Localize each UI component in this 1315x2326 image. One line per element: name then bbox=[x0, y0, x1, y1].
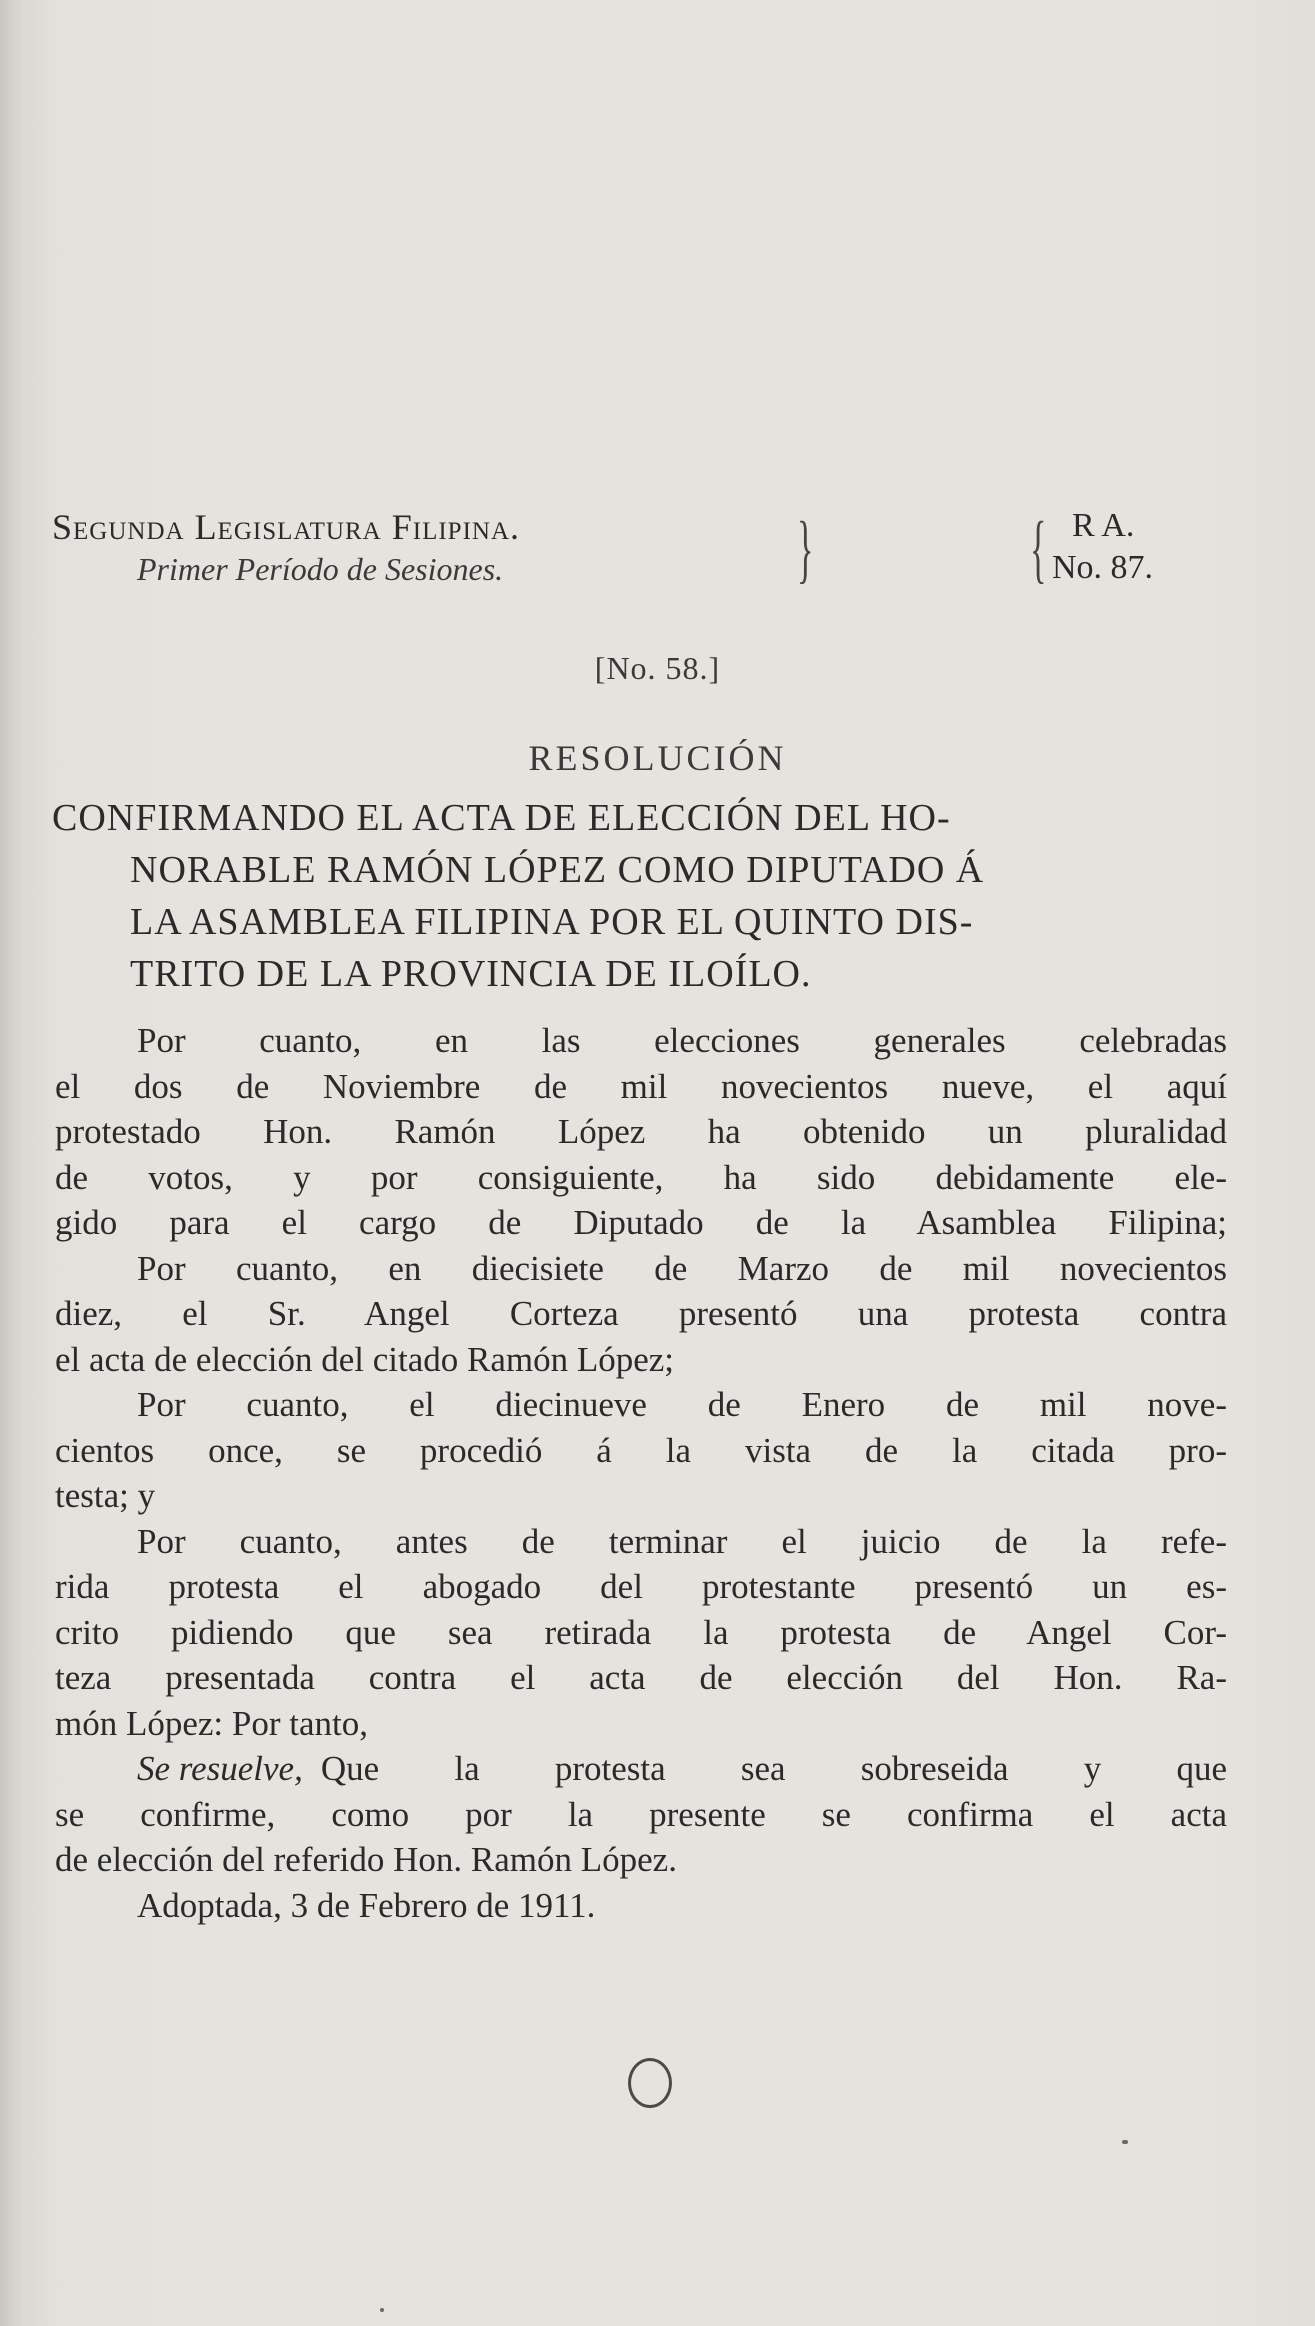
resolution-number: [No. 58.] bbox=[594, 650, 721, 686]
body-line: rida protesta el abogado del protestante presentó un es- bbox=[55, 1567, 1227, 1606]
paragraph-2 bbox=[55, 1246, 1227, 1383]
paragraph-1 bbox=[55, 1018, 1227, 1246]
body-line: el acta de elección del citado Ramón López; bbox=[55, 1339, 675, 1379]
body-line: teza presentada contra el acta de elección del Hon. Ra- bbox=[55, 1658, 1227, 1697]
session-period: Primer Período de Sesiones. bbox=[137, 551, 504, 587]
body-line: diez, el Sr. Angel Corteza presentó una protesta contra bbox=[55, 1294, 1227, 1333]
paragraph-5 bbox=[55, 1746, 1227, 1883]
body-line: cientos once, se procedió á la vista de la citada pro- bbox=[55, 1430, 1227, 1470]
body-line: se confirme, como por la presente se confirma el acta bbox=[55, 1794, 1227, 1834]
adopted-line: Adoptada, 3 de Febrero de 1911. bbox=[137, 1885, 596, 1925]
body-line: de votos, y por consiguiente, ha sido debidamente ele- bbox=[55, 1157, 1227, 1197]
paragraph-3 bbox=[55, 1382, 1227, 1519]
body-line: crito pidiendo que sea retirada la protesta de Angel Cor- bbox=[55, 1612, 1227, 1652]
legislature-name: Segunda Legislatura Filipina. bbox=[52, 507, 520, 547]
body-line: el dos de Noviembre de mil novecientos nueve, el aquí bbox=[55, 1066, 1227, 1106]
ink-speck bbox=[380, 2308, 384, 2312]
ra-number: No. 87. bbox=[1052, 549, 1154, 586]
brace-divider-right: { bbox=[1030, 507, 1047, 591]
body-line: protestado Hon. Ramón López ha obtenido un pluralidad bbox=[55, 1112, 1227, 1151]
ink-speck bbox=[1122, 2140, 1128, 2144]
subtitle-line: CONFIRMANDO EL ACTA DE ELECCIÓN DEL HO- bbox=[52, 797, 951, 839]
body-line: Por cuanto, el diecinueve de Enero de mil nove- bbox=[137, 1385, 1227, 1424]
resolution-title: RESOLUCIÓN bbox=[528, 738, 787, 778]
header-left bbox=[52, 505, 792, 589]
paragraph-4 bbox=[55, 1519, 1227, 1747]
subtitle-line: TRITO DE LA PROVINCIA DE ILOÍLO. bbox=[130, 953, 812, 995]
body-line: Por cuanto, en diecisiete de Marzo de mil novecientos bbox=[137, 1248, 1227, 1288]
resolve-line bbox=[55, 1746, 1227, 1792]
body-line: Por cuanto, en las elecciones generales celebradas bbox=[137, 1021, 1227, 1060]
body-line: gido para el cargo de Diputado de la Asamblea Filipina; bbox=[55, 1203, 1227, 1242]
resolution-subtitle bbox=[52, 792, 1232, 1000]
brace-divider-left: } bbox=[797, 507, 814, 591]
body-line: Por cuanto, antes de terminar el juicio de la refe- bbox=[137, 1521, 1227, 1561]
body-line: món López: Por tanto, bbox=[55, 1703, 369, 1743]
subtitle-line: LA ASAMBLEA FILIPINA POR EL QUINTO DIS- bbox=[130, 901, 974, 943]
resolution-body bbox=[55, 1018, 1227, 1928]
body-line: de elección del referido Hon. Ramón López. bbox=[55, 1840, 677, 1879]
body-line: Que la protesta sea sobreseida y que bbox=[320, 1749, 1227, 1788]
document-header bbox=[52, 505, 1232, 595]
seal-circle-mark bbox=[628, 2058, 672, 2108]
header-right bbox=[1030, 505, 1232, 591]
adoption-date bbox=[55, 1883, 1227, 1929]
ra-label: R A. bbox=[1072, 507, 1135, 544]
resolve-keyword: Se resuelve, bbox=[137, 1749, 303, 1788]
body-line: testa; y bbox=[55, 1476, 156, 1515]
subtitle-line: NORABLE RAMÓN LÓPEZ COMO DIPUTADO Á bbox=[130, 849, 985, 891]
